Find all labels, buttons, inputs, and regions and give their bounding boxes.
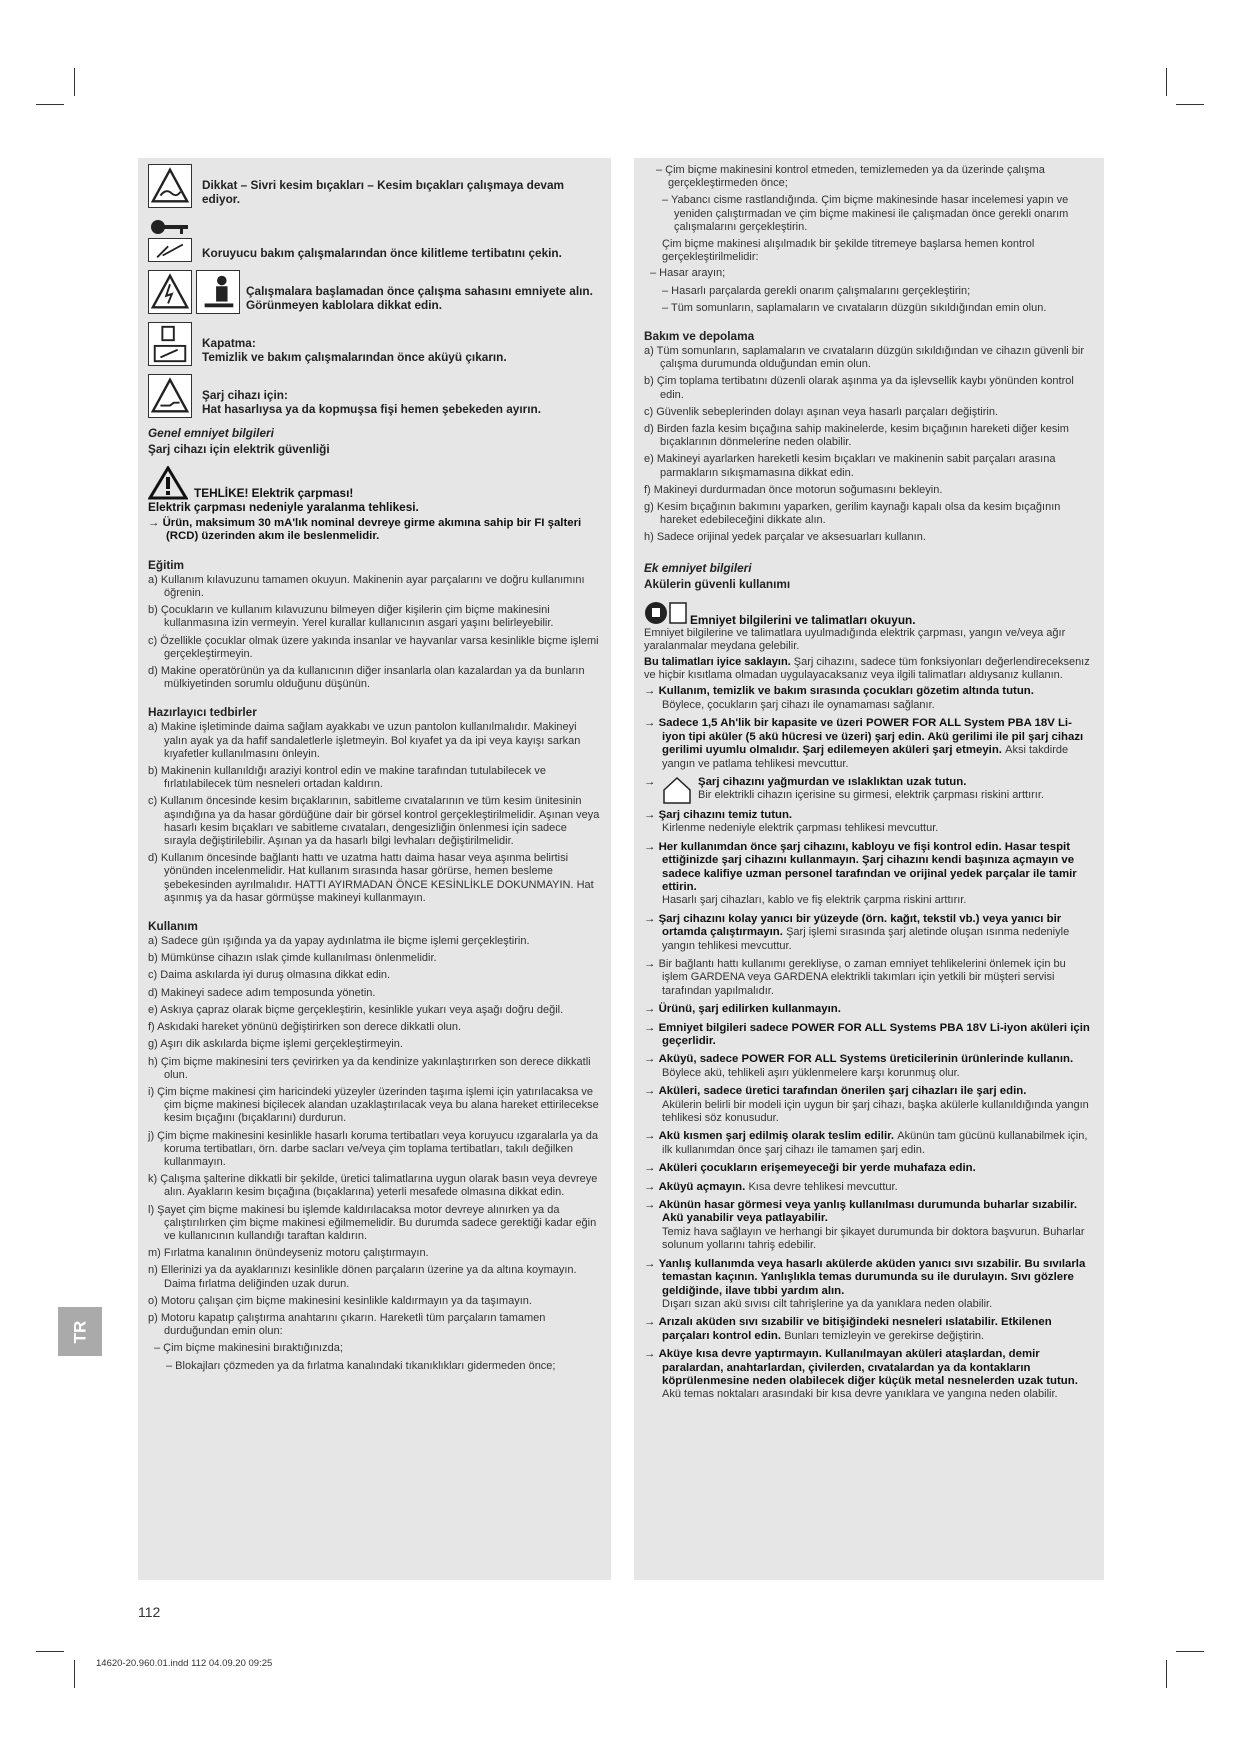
symbol-text: Koruyucu bakım çalışmalarından önce kilitleme tertibatını çekin. (202, 246, 562, 260)
arrow-item: → Bir bağlantı hattı kullanımı gerekliyse, o zaman emniyet tehlikelerini önlemek için bu işlem GARDENA veya GARDENA elektrikli takımları için yetkili bir müşteri servisi tarafından yapılmalıdır. (644, 957, 1066, 997)
crop-mark (1166, 1660, 1167, 1688)
right-column (634, 158, 1104, 1580)
operator-icon (196, 270, 240, 314)
crop-mark (1166, 68, 1167, 96)
arrow-item: → Arızalı aküden sıvı sızabilir ve bitişiğindeki nesneleri ıslatabilir. Etkilenen parçaları kontrol edin. Bunları temizleyin ve gerekirse değiştirin. (644, 1316, 1052, 1342)
symbol-text: Çalışmalara başlamadan önce çalışma sahasını emniyete alın. Görünmeyen kablolara dikkat edin. (246, 284, 593, 312)
section-title: Şarj cihazı için elektrik güvenliği (148, 442, 330, 456)
arrow-item: → Aküye kısa devre yaptırmayın. Kullanılmayan aküleri ataşlardan, demir paralardan, anahtarlardan, çivilerden, cıvatalardan ya da kontakların köprülenmesine neden olabilecek diğer küçük metal nesnelerden uzak tutun. Akü temas noktaları arasındaki bir kısa devre yanıklara ve yangına neden olabilir. (644, 1348, 1078, 1401)
arrow-item: → Aküleri çocukların erişemeyeceği bir yerde muhafaza edin. (644, 1162, 976, 1175)
list-item: a) Makine işletiminde daima sağlam ayakkabı ve uzun pantolon kullanılmalıdır. Makineyi yalın ayak ya da hafif sandaletlerle işletmeyin. Bol kıyafet ya da ipi veya kayışı sarkan kıyafetler kullanılmasını önleyin. (148, 721, 581, 760)
list-item: f) Askıdaki hareket yönünü değiştirirken son derece dikkatli olun. (148, 1021, 462, 1034)
symbol-row (148, 374, 601, 418)
paragraph: Emniyet bilgilerine ve talimatlara uyulmadığında elektrik çarpması, yangın ve/veya ağır yaralanmalar meydana gelebilir. (644, 626, 1066, 652)
warning-bystanders-icon (148, 270, 192, 314)
arrow-item: → Şarj cihazını yağmurdan ve ıslaklıktan uzak tutun. Bir elektrikli cihazın içerisine su girmesi, elektrik çarpması riskini arttırır. (644, 776, 1094, 804)
list-item: – Hasar arayın; (650, 267, 726, 280)
list-item: h) Sadece orijinal yedek parçalar ve aksesuarları kullanın. (644, 531, 926, 544)
section-title: Akülerin güvenli kullanımı (644, 576, 791, 591)
list-item: g) Aşırı dik askılarda biçme işlemi gerçekleştirmeyin. (148, 1038, 403, 1051)
crop-mark (36, 1651, 64, 1652)
list-item: b) Çocukların ve kullanım kılavuzunu bilmeyen diğer kişilerin çim biçme makinesini kullanmasına izin vermeyin. Yerel kurallar kullanıcının asgari yaşını belirleyebilir. (148, 604, 554, 630)
crop-mark (74, 68, 75, 96)
symbol-row (148, 322, 601, 366)
arrow-item: → Şarj cihazını kolay yanıcı bir yüzeyde (örn. kağıt, tekstil vb.) veya yanıcı bir ortamda çalıştırmayın. Şarj işlemi sırasında şarj aletinde oluşan ısınma nedeniyle yangın tehlikesi mevcuttur. (644, 912, 1070, 952)
list-item: b) Çim toplama tertibatını düzenli olarak aşınma ya da işlevsellik kaybı yönünden kontrol edin. (644, 375, 1074, 401)
list-item: c) Güvenlik sebeplerinden dolayı aşınan veya hasarlı parçaları değiştirin. (644, 405, 999, 418)
symbol-row (148, 270, 601, 314)
list-item: – Tüm somunların, saplamaların ve cıvataların düzgün sıkıldığından emin olun. (662, 301, 1047, 314)
danger-label: TEHLİKE! Elektrik çarpması! (194, 486, 354, 500)
list-item: c) Kullanım öncesinde kesim bıçaklarının, sabitleme cıvatalarının ve tüm kesim ünitesinin aşındığına ya da hasar gördüğüne dair bir görsel kontrol gerçekleştirilmelidir. Aşınan veya hasarlı kesim bıçakları ve sabitleme cıvataları, dengesizliğin önlenmesi için sadece sırayla değiştirilebilir. Aşınan ya da hasarlı bilgi levhaları değiştirilmelidir. (148, 795, 600, 848)
crop-mark (1176, 104, 1204, 105)
arrow-item: → Her kullanımdan önce şarj cihazını, kabloyu ve fişi kontrol edin. Hasar tespit ettiğinizde şarj cihazını kullanmayın. Şarj cihazını kendi başınıza açmayın ve sadece kalifiye uzman personel tarafından ve orijinal yedek parçalar ile tamir ettirin. Hasarlı şarj cihazları, kablo ve fiş elektrik çarpma riskini arttırır. (644, 840, 1077, 907)
arrow-item: → Emniyet bilgileri sadece POWER FOR ALL Systems PBA 18V Li-iyon aküleri için geçerlidir. (644, 1021, 1090, 1048)
maintenance-icon (148, 238, 192, 262)
list-item: – Yabancı cisme rastlandığında. Çim biçme makinesinde hasar incelemesi yapın ve yeniden çalıştırmadan ve çim biçme makinesi ile çalışmadan önce gerekli onarım çalışmalarını gerçekleştirin. (662, 194, 1069, 233)
arrow-item: → Kullanım, temizlik ve bakım sırasında çocukları gözetim altında tutun. Böylece, çocukların şarj cihazı ile oynamaması sağlanır. (644, 685, 1034, 711)
key-lockout-icon (148, 216, 192, 238)
left-column (138, 158, 611, 1580)
arrow-item: → Akü kısmen şarj edilmiş olarak teslim edilir. Akünün tam gücünü kullanabilmek için, ilk kullanımdan önce şarj cihazı ile tamamen şarj edin. (644, 1130, 1088, 1156)
section-title: Genel emniyet bilgileri (148, 426, 274, 440)
symbol-text: Kapatma: Temizlik ve bakım çalışmalarından önce aküyü çıkarın. (202, 336, 507, 364)
list-item: f) Makineyi durdurmadan önce motorun soğumasını bekleyin. (644, 483, 943, 496)
danger-row (148, 466, 601, 500)
list-item: m) Fırlatma kanalının önündeyseniz motoru çalıştırmayın. (148, 1247, 429, 1260)
arrow-item: → Yanlış kullanımda veya hasarlı akülerde aküden yanıcı sıvı sızabilir. Bu sıvılarla temastan kaçının. Yanlışlıkla temas durumunda su ile durulayın. Sıvı gözlere geldiğinde, ilave tıbbi yardım alın. Dışarı sızan akü sıvısı cilt tahrişlerine ya da yanıklara neden olabilir. (644, 1257, 1086, 1310)
battery-remove-icon (148, 322, 192, 366)
list-item: l) Şayet çim biçme makinesi bu işlemde kaldırılacaksa motor devreye alınırken ya da çalıştırılırken çim biçme makinesi eğilmemelidir. Bu durumda sadece gerektiği kadar eğin ve kullanıcının kullandığı taraftan kaldırın. (148, 1203, 597, 1242)
symbol-row (148, 164, 601, 208)
list-item: p) Motoru kapatıp çalıştırma anahtarını çıkarın. Hareketli tüm parçaların tamamen durduğundan emin olun: (148, 1311, 546, 1338)
page-number: 112 (138, 1604, 161, 1620)
list-item: o) Motoru çalışan çim biçme makinesini kesinlikle kaldırmayın ya da taşımayın. (148, 1294, 532, 1307)
read-label: Emniyet bilgilerini ve talimatları okuyun. (690, 612, 916, 627)
list-item: h) Çim biçme makinesini ters çevirirken ya da kendinize yakınlaştırırken son derece dikkatli olun. (148, 1055, 591, 1081)
list-item: g) Kesim bıçağının bakımını yaparken, gerilim kaynağı kapalı olsa da kesim bıçağının hareket edebileceğini dikkate alın. (644, 501, 1061, 527)
list-item: i) Çim biçme makinesi çim haricindeki yüzeyler üzerinden taşıma işlemi için yatırılacaksa ve çim biçme makinesi biçilecek alandan uzaklaştırılacak veya bu alana hareket ettirilecekse kesim bıçağını (bıçaklarını) durdurun. (148, 1085, 599, 1125)
arrow-item: → Akünün hasar görmesi veya yanlış kullanılması durumunda buharlar sızabilir. Akü yanabilir veya patlayabilir. Temiz hava sağlayın ve herhangi bir şikayet durumunda bir doktora başvurun. Buharlar solunum yollarını tahriş edebilir. (644, 1199, 1085, 1252)
arrow-item: → Aküyü, sadece POWER FOR ALL Systems üreticilerinin ürünlerinde kullanın. Böylece akü, tehlikeli aşırı yüklenmelere karşı korunmuş olur. (644, 1053, 1074, 1079)
list-item: b) Makinenin kullanıldığı araziyi kontrol edin ve makine tarafından tutulabilecek ve fırlatılabilecek tüm nesneleri ortadan kaldırın. (148, 765, 547, 791)
section-title: Hazırlayıcı tedbirler (148, 705, 257, 720)
arrow-item: → Aküleri, sadece üretici tarafından önerilen şarj cihazları ile şarj edin. Akülerin belirli bir modeli için uygun bir şarj cihazı, başka akülerle kullanıldığında yangın tehlikesi söz konusudur. (644, 1085, 1089, 1125)
list-item: – Çim biçme makinesini kontrol etmeden, temizlemeden ya da üzerinde çalışma gerçekleştirmeden önce; (656, 164, 1045, 190)
read-row (644, 599, 1094, 627)
symbol-text: Şarj cihazı için: Hat hasarlıysa ya da kopmuşsa fişi hemen şebekeden ayırın. (202, 388, 541, 416)
section-title: Eğitim (148, 557, 185, 572)
print-footer: 14620-20.960.01.indd 112 04.09.20 09:25 (96, 1658, 273, 1669)
arrow-item: → Şarj cihazını temiz tutun. Kirlenme nedeniyle elektrik çarpması tehlikesi mevcuttur. (644, 808, 939, 835)
list-item: e) Askıya çapraz olarak biçme gerçekleştirin, kesinlikle yukarı veya aşağı doğru değil. (148, 1003, 564, 1016)
danger-icon (148, 466, 188, 500)
list-item: b) Mümkünse cihazın ıslak çimde kullanılması önlenmelidir. (148, 952, 437, 965)
list-item: – Blokajları çözmeden ya da fırlatma kanalındaki tıkanıklıkları gidermeden önce; (166, 1359, 556, 1372)
list-item: a) Kullanım kılavuzunu tamamen okuyun. Makinenin ayar parçalarını ve doğru kullanımını öğrenin. (148, 573, 585, 600)
arrow-item: → Aküyü açmayın. Kısa devre tehlikesi mevcuttur. (644, 1180, 898, 1193)
section-title: Ek emniyet bilgileri (644, 560, 752, 575)
list-item: – Hasarlı parçalarda gerekli onarım çalışmalarını gerçekleştirin; (662, 284, 971, 297)
list-item: a) Tüm somunların, saplamaların ve cıvataların düzgün sıkıldığından ve cihazın güvenli bir çalışma durumunda olduğundan emin olun. (644, 345, 1085, 371)
list-item: a) Sadece gün ışığında ya da yapay aydınlatma ile biçme işlemi gerçekleştirin. (148, 935, 530, 948)
list-item: c) Özellikle çocuklar olmak üzere yakında insanlar ve hayvanlar varsa kesinlikle biçme işlemi gerçekleştirmeyin. (148, 634, 599, 660)
language-tab: TR (58, 1307, 102, 1356)
section-title: Kullanım (148, 919, 198, 934)
rain-protect-icon (662, 776, 692, 804)
arrow-item: → Sadece 1,5 Ah'lik bir kapasite ve üzeri POWER FOR ALL System PBA 18V Li-iyon tipi aküler (5 akü hücresi ve üzeri) şarj edin. Akü gerilimi ile pil şarj cihazı gerilimi uyumlu olmalıdır. Şarj edilemeyen aküleri şarj etmeyin. Aksi takdirde yangın ve patlama tehlikesi mevcuttur. (644, 717, 1084, 770)
crop-mark (1176, 1651, 1204, 1652)
list-item: d) Makineyi sadece adım temposunda yönetin. (148, 986, 376, 999)
paragraph: Bu talimatları iyice saklayın. Şarj cihazını, sadece tüm fonksiyonları değerlendireceksenız ve hiçbir kısıtlama olmadan uygulayacaksanız veya ilgili talimatları aldıysanız kullanın. (644, 656, 1090, 682)
danger-sub: Elektrik çarpması nedeniyle yaralanma tehlikesi. (148, 500, 419, 514)
list-item: k) Çalışma şalterine dikkatli bir şekilde, üretici talimatlarına uygun olarak basın veya devreye alın. Ayakların kesim bıçağına (bıçaklarına) yeterli mesafede olmasına dikkat edin. (148, 1173, 598, 1199)
crop-mark (74, 1660, 75, 1688)
danger-arrow: → Ürün, maksimum 30 mA'lık nominal devreye girme akımına sahip bir FI şalteri (RCD) üzerinden akım ile beslenmelidir. (148, 517, 582, 543)
list-item: e) Makineyi ayarlarken hareketli kesim bıçakları ve makinenin sabit parçaları arasına parmakların sıkışmamasına dikkat edin. (644, 453, 1056, 479)
symbol-row (148, 216, 601, 262)
list-item: – Çim biçme makinesini bıraktığınızda; (154, 1342, 343, 1355)
read-manual-icon (644, 599, 688, 627)
list-item: d) Makine operatörünün ya da kullanıcının diğer insanlarla olan kazalardan ya da bunların mülkiyetinden sorumlu olduğunu düşünün. (148, 665, 585, 691)
warning-blades-icon (148, 164, 192, 208)
arrow-item: → Ürünü, şarj edilirken kullanmayın. (644, 1003, 841, 1016)
warning-charger-icon (148, 374, 192, 418)
list-item: d) Kullanım öncesinde bağlantı hattı ve uzatma hattı daima hasar veya aşınma belirtisi yönünden incelenmelidir. Hat kullanım sırasında hasar görürse, hemen besleme şebekesinden ayrılmalıdır. HATTI AYIRMADAN ÖNCE KESİNLİKLE DOKUNMAYIN. Hat aşınmış ya da hasar görmüşse makineyi kullanmayın. (148, 852, 594, 904)
list-item: d) Birden fazla kesim bıçağına sahip makinelerde, kesim bıçağının hareketi diğer kesim bıçaklarının dönmelerine neden olabilir. (644, 423, 1069, 449)
crop-mark (36, 104, 64, 105)
list-item: n) Ellerinizi ya da ayaklarınızı kesinlikle dönen parçaların üzerine ya da altına koymayın. Daima fırlatma deliğinden uzak durun. (148, 1264, 577, 1290)
paragraph: Çim biçme makinesi alışılmadık bir şekilde titremeye başlarsa hemen kontrol gerçekleştirilmelidir: (662, 238, 1035, 264)
symbol-text: Dikkat – Sivri kesim bıçakları – Kesim bıçakları çalışmaya devam ediyor. (202, 178, 564, 206)
list-item: c) Daima askılarda iyi duruş olmasına dikkat edin. (148, 969, 391, 982)
section-title: Bakım ve depolama (644, 329, 755, 344)
list-item: j) Çim biçme makinesini kesinlikle hasarlı koruma tertibatları veya koruyucu ızgaralarla ya da koruma tertibatları, örn. darbe sacları ve/veya çim toplama tertibatları, takılı değilken kullanmayın. (148, 1129, 598, 1168)
